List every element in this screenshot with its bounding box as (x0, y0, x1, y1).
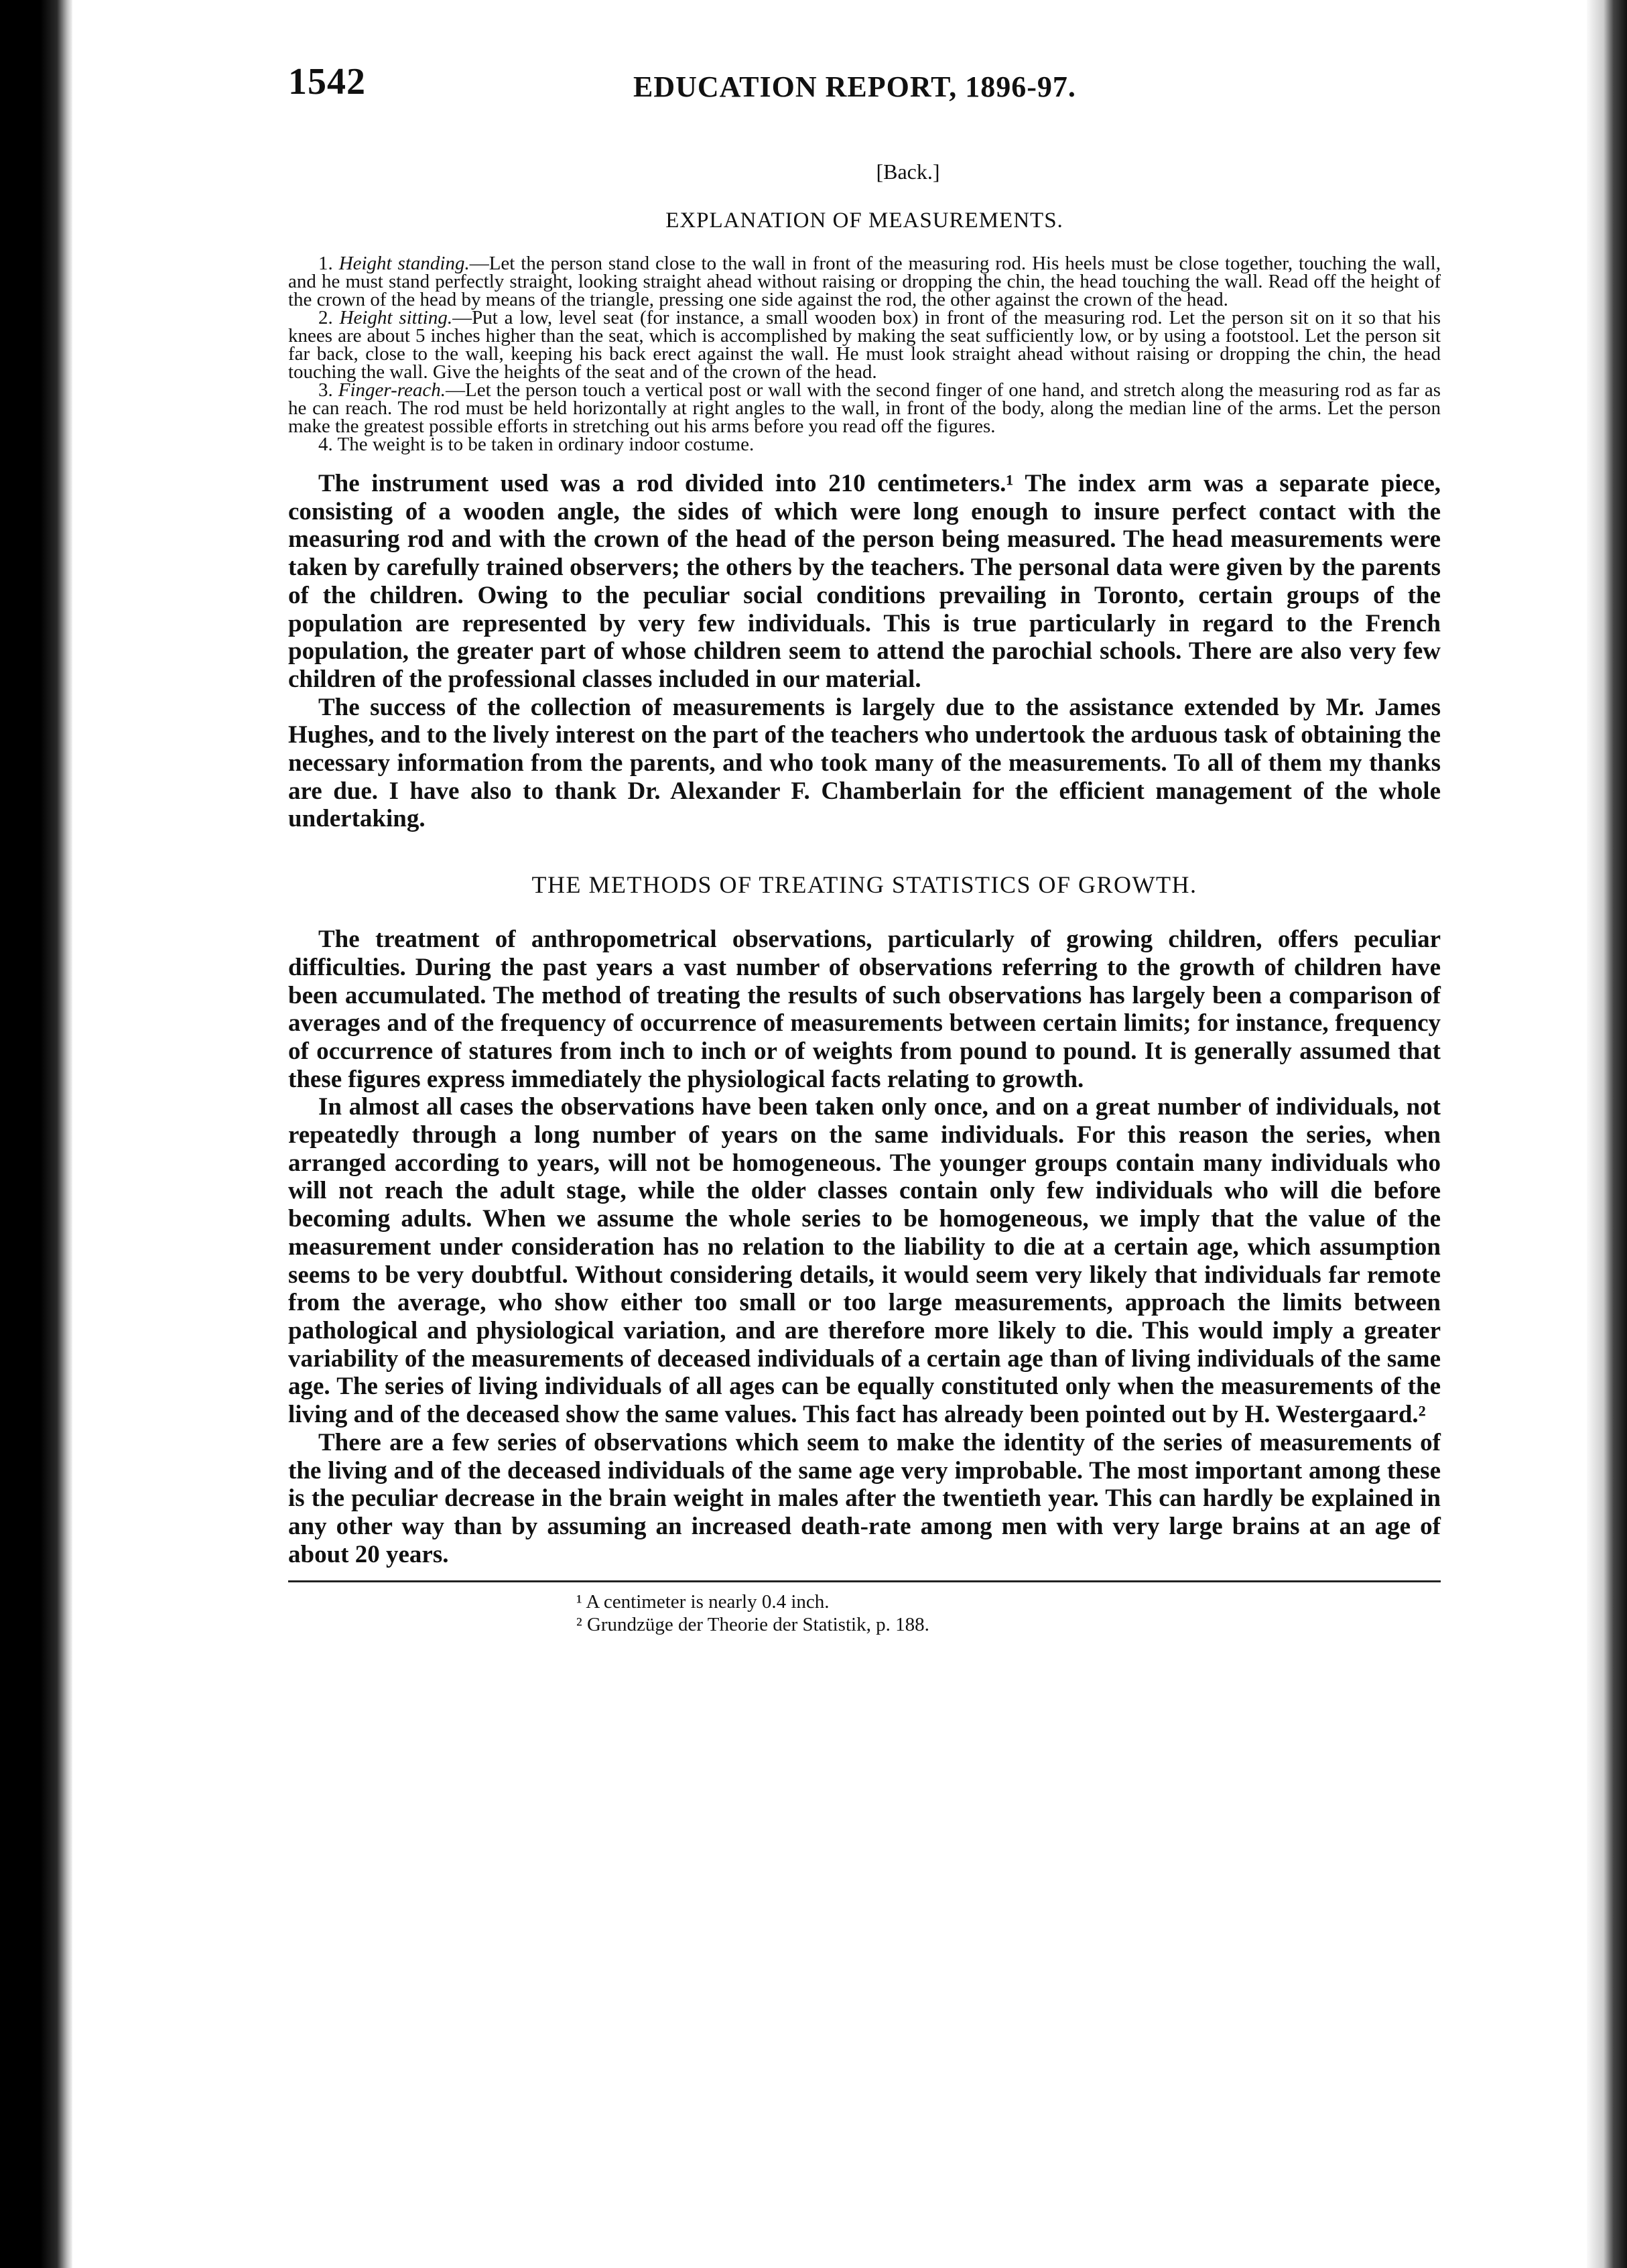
footnote: ² Grundzüge der Theorie der Statistik, p. 188. (576, 1614, 929, 1636)
running-head (288, 60, 1441, 121)
item-text: —Let the person stand close to the wall in front of the measuring rod. His heels must be close together, touching the wall, and he must stand perfectly straight, looking straight ahead without raising or dropping the chin, the head touching the wall. Read off the height of the crown of the head by means of the triangle, pressing one side against the rod, the other against the crown of the head. (288, 253, 1441, 310)
document-page (288, 60, 1441, 2151)
item-number: 2. (318, 307, 333, 328)
item-text: —Put a low, level seat (for instance, a small wooden box) in front of the measuring rod. Let the person sit on it so that his knees are about 5 inches higher than the seat, which is accomplished by making the seat sufficiently low, or by using a footstool. Let the person sit far back, close to the wall, keeping his back erect against the wall. He must look straight ahead without raising or dropping the chin, the head touching the wall. Give the heights of the seat and of the crown of the head. (288, 307, 1441, 383)
item-number: 1. (318, 253, 333, 274)
item-number: 3. (318, 379, 333, 401)
item-text: —Let the person touch a vertical post or wall with the second finger of one hand, and stretch along the measuring rod as far as he can reach. The rod must be held horizontally at right angles to the wall, in front of the body, along the median line of the arms. Let the person make the greatest possible efforts in stretching out his arms before you read off the figures. (288, 379, 1441, 437)
explanation-item (288, 436, 1441, 454)
paragraph: There are a few series of observations which seem to make the identity of the series of measurements of the living and of the deceased individuals of the same age very improbable. The most important among these is the peculiar decrease in the brain weight in males after the twentieth year. This can hardly be explained in any other way than by assuming an increased death-rate among men with very large brains at an age of about 20 years. (288, 1428, 1441, 1568)
item-text: The weight is to be taken in ordinary indoor costume. (337, 434, 755, 455)
paragraph: In almost all cases the observations have been taken only once, and on a great number of individuals, not repeatedly through a long number of years on the same individuals. For this reason the series, when arranged according to years, will not be homogeneous. The younger groups contain many individuals who will not reach the adult stage, while the older classes contain only few individuals who will die before becoming adults. When we assume the whole series to be homogeneous, we imply that the value of the measurement under consideration has no relation to the liability to die at a certain age, which assumption seems to be very doubtful. Without considering details, it would seem very likely that individuals far remote from the average, who show either too small or too large measurements, approach the limits between pathological and physiological variation, and are therefore more likely to die. This would imply a greater variability of the measurements of deceased individuals of a certain age than of living individuals of the same age. The series of living individuals of all ages can be equally constituted only when the measurements of the living and of the deceased show the same values. This fact has already been pointed out by H. Westergaard.² (288, 1093, 1441, 1429)
intro-text (288, 470, 1441, 833)
scan-right-edge (1587, 0, 1627, 2268)
explanation-item (288, 309, 1441, 381)
running-title: EDUCATION REPORT, 1896-97. (633, 70, 1076, 103)
scan-left-edge (0, 0, 72, 2268)
explanation-item (288, 381, 1441, 436)
paragraph: The treatment of anthropometrical observations, particularly of growing children, offers peculiar difficulties. During the past years a vast number of observations referring to the growth of children have been accumulated. The method of treating the results of such observations has largely been a comparison of averages and of the frequency of occurrence of measurements between certain limits; for instance, frequency of occurrence of statures from inch to inch or of weights from pound to pound. It is generally assumed that these figures express immediately the physiological facts relating to growth. (288, 926, 1441, 1093)
explanation-list (288, 255, 1441, 454)
item-term: Finger-reach. (338, 379, 446, 401)
item-number: 4. (318, 434, 333, 455)
explanation-title: EXPLANATION OF MEASUREMENTS. (665, 208, 1063, 233)
back-label: [Back.] (876, 160, 940, 184)
methods-text (288, 926, 1441, 1568)
methods-title: THE METHODS OF TREATING STATISTICS OF GROWTH. (531, 871, 1197, 899)
item-term: Height standing. (338, 253, 470, 274)
footnote-rule (288, 1580, 1441, 1582)
explanation-item (288, 255, 1441, 309)
footnotes (576, 1590, 1441, 1636)
paragraph: The instrument used was a rod divided into 210 centimeters.¹ The index arm was a separate piece, consisting of a wooden angle, the sides of which were long enough to insure perfect contact with the measuring rod and with the crown of the head of the person being measured. The head measurements were taken by carefully trained observers; the others by the teachers. The personal data were given by the parents of the children. Owing to the peculiar social conditions prevailing in Toronto, certain groups of the population are represented by very few individuals. This is true particularly in regard to the French population, the greater part of whose children seem to attend the parochial schools. There are also very few children of the professional classes included in our material. (288, 470, 1441, 693)
paragraph: The success of the collection of measurements is largely due to the assistance extended by Mr. James Hughes, and to the lively interest on the part of the teachers who undertook the arduous task of obtaining the necessary information from the parents, and who took many of the measurements. To all of them my thanks are due. I have also to thank Dr. Alexander F. Chamberlain for the efficient management of the whole undertaking. (288, 693, 1441, 833)
footnote: ¹ A centimeter is nearly 0.4 inch. (576, 1591, 830, 1613)
item-term: Height sitting. (339, 307, 453, 328)
page-number: 1542 (288, 61, 366, 103)
